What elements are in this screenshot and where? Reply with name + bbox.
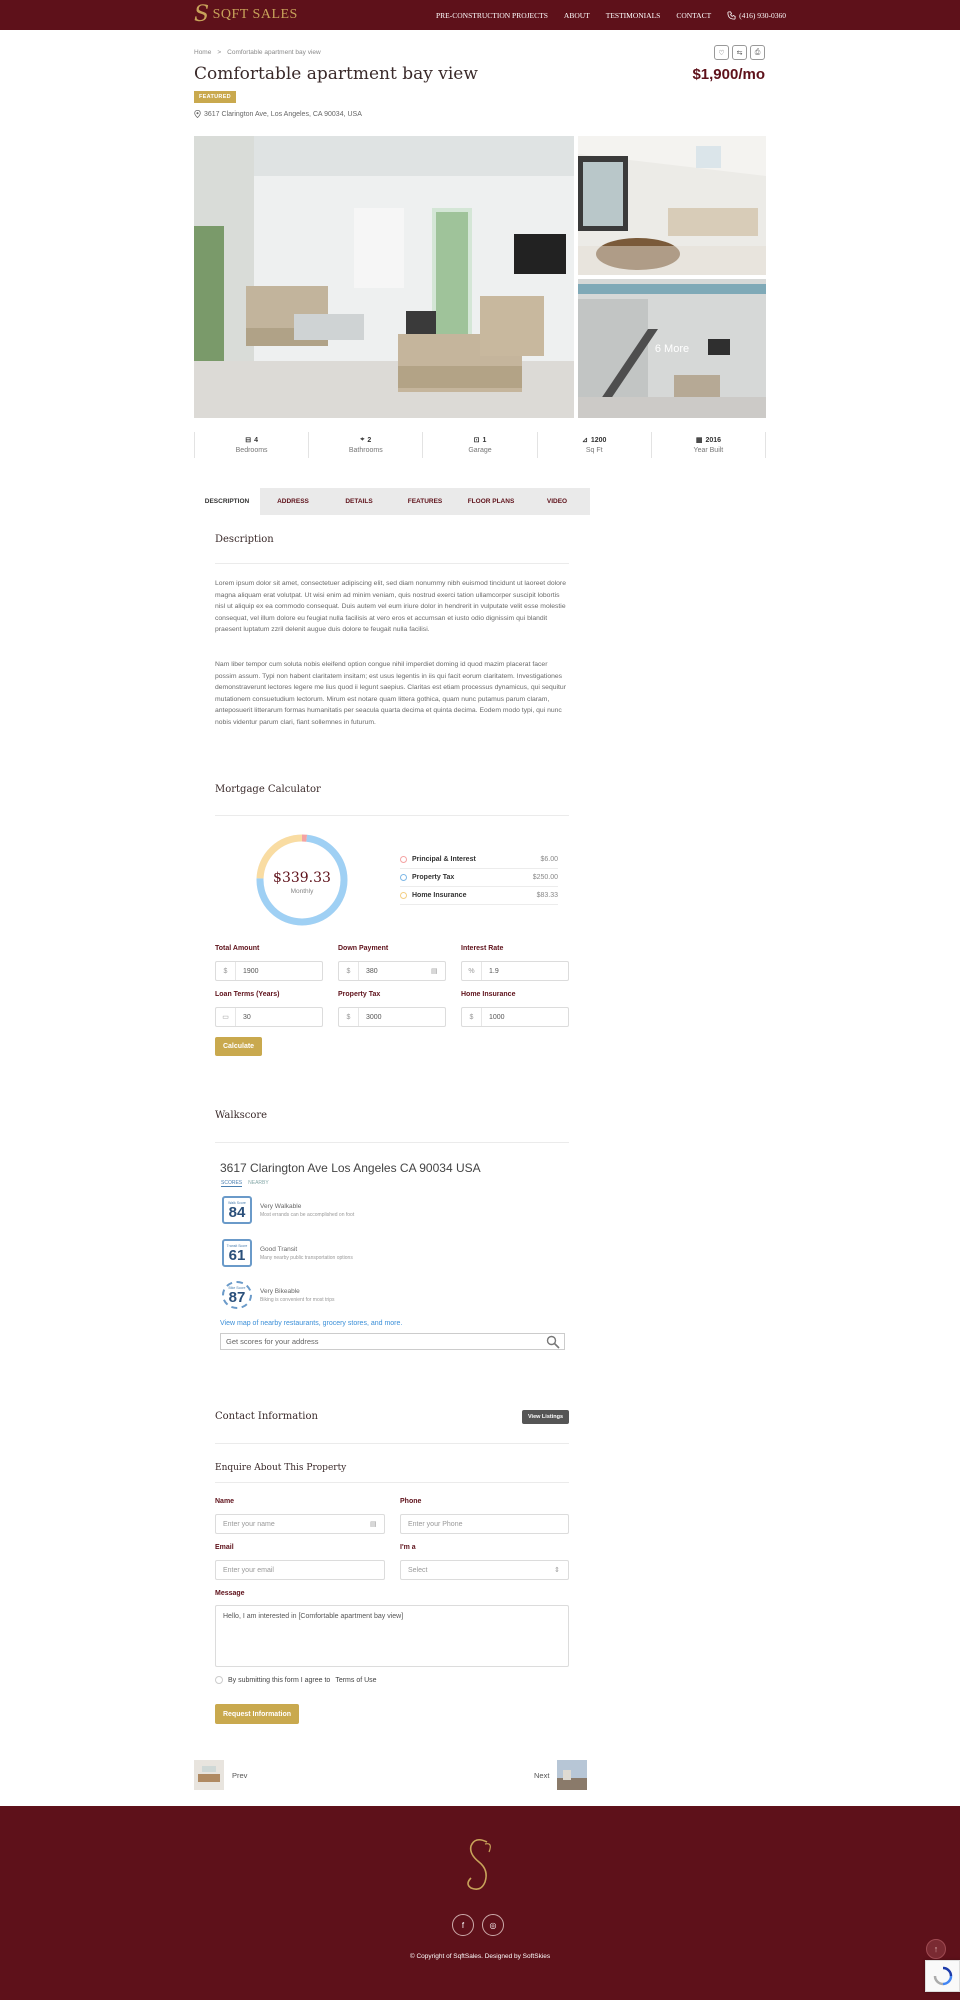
im-a-select[interactable] [400,1560,569,1580]
transit-score-badge [222,1239,252,1267]
score-caption: Walk Score [228,1200,246,1205]
down-payment-field[interactable] [338,961,446,981]
walkscore-tabs [221,1180,269,1187]
score-caption: Transit Score [226,1243,248,1248]
phone-label: Phone [400,1498,422,1505]
stat-value: 1 [482,436,487,444]
name-input[interactable] [215,1514,385,1534]
breakdown-name: Property Tax [412,874,455,881]
stat-value: 4 [254,436,258,444]
monthly-label: Monthly [290,888,314,895]
divider [215,815,569,816]
insurance-dot [400,892,407,899]
score-description: Biking is convenient for most trips [260,1296,335,1303]
next-label: Next [534,1770,550,1780]
share-button[interactable] [732,45,747,60]
bed-icon: ⊟ [245,437,252,444]
gallery-thumb-2[interactable] [578,279,766,418]
dollar-prefix: $ [216,962,236,980]
breadcrumb-current: Comfortable apartment bay view [227,49,321,56]
tab-scores[interactable]: SCORES [221,1180,243,1186]
property-tax-field[interactable] [338,1007,446,1027]
brand-name: SQFT SALES [212,7,298,22]
copyright-text: © Copyright of SqftSales. Designed by SoftSkies [409,1953,551,1960]
breadcrumb [194,49,321,56]
breakdown-value: $250.00 [532,874,558,881]
stat-bathrooms [308,432,422,458]
tab-video[interactable]: VIDEO [546,498,568,505]
walkscore-search-input[interactable] [220,1333,565,1350]
prev-thumbnail [194,1760,224,1790]
description-heading: Description [215,534,274,545]
page-title: Comfortable apartment bay view [194,64,478,84]
down-payment-value: 380 [366,967,378,975]
tab-features[interactable]: FEATURES [407,498,443,505]
bedroom-photo [578,136,766,275]
total-amount-label: Total Amount [215,945,260,952]
calculate-button[interactable]: Calculate [215,1037,262,1056]
search-icon[interactable] [546,1335,560,1349]
print-icon: ⎙ [754,48,761,56]
logo-mark: S [194,2,210,27]
im-a-value: Select [408,1566,428,1574]
next-thumbnail [557,1760,587,1790]
print-button[interactable] [750,45,765,60]
terms-text: By submitting this form I agree to [228,1676,331,1684]
stat-year-built [651,432,766,458]
stat-bedrooms [194,432,308,458]
divider [215,563,569,564]
stat-label: Bathrooms [348,447,383,454]
instagram-icon[interactable]: ◎ [482,1914,504,1936]
property-tax-label: Property Tax [338,991,381,998]
home-insurance-label: Home Insurance [461,991,516,998]
score-title: Very Bikeable [260,1287,300,1295]
interest-rate-value: 1.9 [489,967,499,975]
living-room-photo [194,136,574,418]
stat-area [537,432,651,458]
tab-floor-plans[interactable]: FLOOR PLANS [467,498,515,505]
breakdown-home-insurance [400,887,558,905]
description-paragraph-1: Lorem ipsum dolor sit amet, consectetuer adipiscing elit, sed diam nonummy nibh euismod tincidunt ut laoreet dolore magna aliquam erat volutpat. Ut wisi enim ad minim veniam, quis nostrud exerci tation ullamcorper suscipit lobortis nisl ut aliquip ex ea commodo consequat. Duis autem vel eum iriure dolor in hendrerit in vulputate velit esse molestie consequat, vel illum dolore eu feugiat nulla facilisis at vero eros et accumsan et iusto odio dignissim qui blandit praesent luptatum zzril delenit augue duis dolore te feugait nulla facilisi. [215,580,566,633]
score-number: 84 [228,1203,246,1221]
mortgage-heading: Mortgage Calculator [215,784,321,795]
next-property-link[interactable] [534,1760,587,1790]
brand-logo[interactable] [194,4,298,26]
terms-link[interactable]: Terms of Use [335,1676,377,1684]
score-number: 87 [228,1288,246,1306]
email-input[interactable] [215,1560,385,1580]
home-insurance-field[interactable] [461,1007,569,1027]
area-icon: ⊿ [581,437,588,444]
breadcrumb-separator: > [217,49,222,56]
address-text: 3617 Clarington Ave, Los Angeles, CA 90034, USA [204,110,362,118]
autofill-icon: ▤ [431,968,438,975]
recaptcha-badge[interactable] [925,1960,960,1992]
dollar-prefix: $ [339,1008,359,1026]
dollar-prefix: $ [462,1008,482,1026]
search-placeholder: Get scores for your address [226,1337,319,1346]
car-icon: ⊡ [473,437,480,444]
gallery-main-image[interactable] [194,136,574,418]
loan-terms-value: 30 [243,1013,251,1021]
property-tabs [194,488,590,515]
walkscore-map-link[interactable]: View map of nearby restaurants, grocery stores, and more. [220,1320,403,1327]
name-label: Name [215,1498,235,1505]
walk-score-row [222,1195,354,1225]
phone-number: (416) 930-0360 [739,10,787,20]
map-pin-icon [194,110,201,118]
phone-icon [727,11,736,20]
stat-label: Sq Ft [585,447,603,454]
property-actions [714,45,765,60]
monthly-payment [254,870,350,895]
monthly-amount: $339.33 [273,870,331,886]
breakdown-value: $83.33 [536,892,558,899]
divider [215,1142,569,1143]
principal-dot [400,856,407,863]
tab-details[interactable]: DETAILS [345,498,373,505]
loan-terms-label: Loan Terms (Years) [215,991,280,998]
stat-label: Bedrooms [235,447,268,454]
transit-score-row [222,1238,353,1268]
home-insurance-value: 1000 [489,1013,505,1021]
breakdown-principal [400,851,558,869]
nav-phone[interactable] [727,11,786,20]
score-number: 61 [228,1246,246,1264]
total-amount-field[interactable] [215,961,323,981]
request-information-button[interactable]: Request Information [215,1704,299,1724]
prev-label: Prev [232,1770,248,1780]
interest-rate-label: Interest Rate [461,945,504,952]
property-price: $1,900/mo [692,66,765,83]
autofill-icon: ▤ [370,1521,377,1528]
main-nav [436,0,786,30]
email-label: Email [215,1544,234,1551]
gallery-more-overlay[interactable]: 6 More [578,279,766,418]
dollar-prefix: $ [339,962,359,980]
walkscore-heading: Walkscore [215,1110,268,1121]
description-paragraph-2: Nam liber tempor cum soluta nobis eleifend option congue nihil imperdiet doming id quod mazim placerat facer possim assum. Typi non habent claritatem insitam; est usus legentis in iis qui facit eorum claritatem. Investigationes demonstraverunt lectores legere me lius quod ii legunt saepius. Claritas est etiam processus dynamicus, qui sequitur mutationem consuetudium lectorum. Mirum est notare quam littera gothica, quam nunc putamus parum claram, anteposuerit litterarum formas humanitatis per seacula quarta decima et quinta decima. Eodem modo typi, qui nunc nobis videntur parum clari, fiant sollemnes in futurum. [215,661,566,726]
property-stats [194,432,766,458]
back-to-top-button[interactable] [926,1939,946,1959]
stat-garage [422,432,536,458]
nav-about[interactable]: ABOUT [563,10,590,20]
breakdown-name: Home Insurance [412,892,467,899]
phone-placeholder: Enter your Phone [408,1520,463,1528]
calendar-icon: ▭ [216,1008,236,1026]
breakdown-property-tax [400,869,558,887]
terms-checkbox-row [215,1676,377,1684]
calendar-icon: ▦ [695,437,703,444]
stat-label: Garage [468,447,492,454]
stat-value: 2016 [705,436,722,444]
heart-icon: ♡ [718,49,725,57]
email-placeholder: Enter your email [223,1566,274,1574]
payment-breakdown [400,851,558,905]
nav-testimonials[interactable]: TESTIMONIALS [605,10,661,20]
recaptcha-icon [933,1966,953,1986]
message-textarea[interactable]: Hello, I am interested in [Comfortable apartment bay view] [215,1605,569,1667]
walk-score-badge [222,1196,252,1224]
message-label: Message [215,1590,245,1597]
tab-nearby[interactable]: NEARBY [248,1180,269,1186]
footer-logo[interactable] [445,1832,515,1902]
tab-description[interactable]: DESCRIPTION [194,488,260,515]
gallery-thumb-1[interactable] [578,136,766,275]
property-tax-value: 3000 [366,1013,382,1021]
im-a-label: I'm a [400,1544,416,1551]
bike-score-badge [222,1281,252,1309]
nav-pre-construction[interactable]: PRE-CONSTRUCTION PROJECTS [436,10,548,20]
loan-terms-field[interactable] [215,1007,323,1027]
bike-score-row [222,1280,334,1310]
percent-prefix: % [462,962,482,980]
phone-input[interactable] [400,1514,569,1534]
breakdown-name: Principal & Interest [412,856,476,863]
nav-contact[interactable]: CONTACT [676,10,712,20]
social-icons [452,1914,504,1936]
total-amount-value: 1900 [243,967,259,975]
tax-dot [400,874,407,881]
breadcrumb-home[interactable]: Home [194,49,212,56]
walkscore-address: 3617 Clarington Ave Los Angeles CA 90034 USA [220,1161,481,1175]
prev-property-link[interactable] [194,1760,247,1790]
tab-address[interactable]: ADDRESS [277,498,309,505]
stat-value: 1200 [590,436,607,444]
select-caret-icon: ⇕ [554,1567,560,1574]
name-placeholder: Enter your name [223,1520,275,1528]
interest-rate-field[interactable] [461,961,569,981]
arrow-up-icon: ↑ [933,1944,939,1954]
favorite-button[interactable] [714,45,729,60]
shower-icon: ⌖ [360,436,365,443]
divider [215,1482,569,1483]
breakdown-value: $6.00 [540,856,558,863]
enquire-heading: Enquire About This Property [215,1463,347,1473]
score-title: Very Walkable [260,1202,302,1210]
score-description: Most errands can be accomplished on foot [260,1211,355,1218]
facebook-icon[interactable]: f [452,1914,474,1936]
terms-checkbox[interactable] [215,1676,223,1684]
score-caption: Bike Score [228,1285,246,1290]
score-title: Good Transit [260,1245,298,1253]
stat-value: 2 [367,436,372,444]
view-listings-button[interactable]: View Listings [522,1410,569,1424]
share-icon: ⇆ [736,49,743,57]
score-description: Many nearby public transportation options [260,1254,353,1261]
down-payment-label: Down Payment [338,945,389,952]
contact-heading: Contact Information [215,1411,318,1422]
property-address [194,110,362,118]
featured-badge: FEATURED [194,91,236,103]
divider [215,1443,569,1444]
stat-label: Year Built [693,447,724,454]
